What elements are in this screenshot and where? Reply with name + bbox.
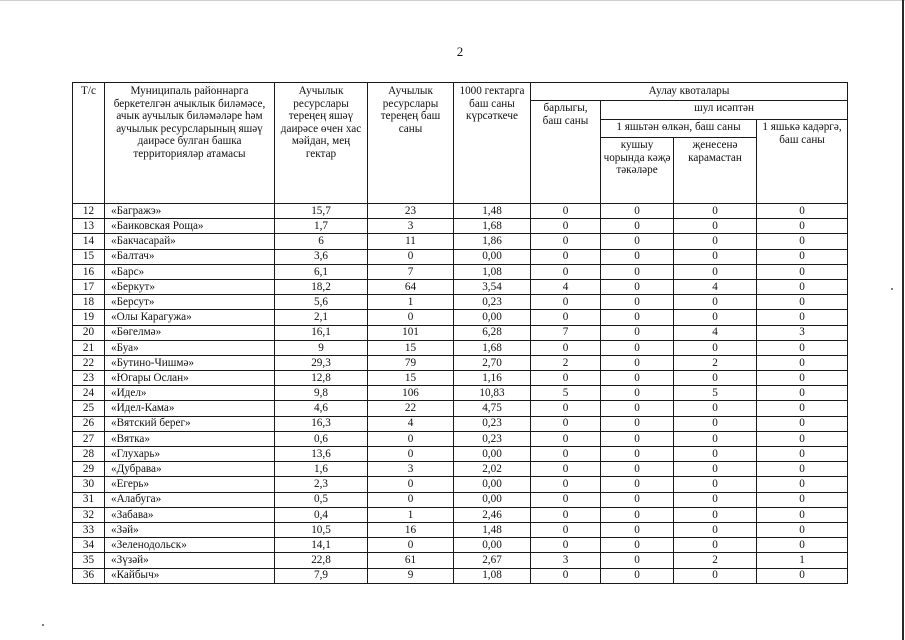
- row-area: 1,6: [275, 462, 368, 477]
- row-total: 0: [531, 204, 601, 219]
- page-right-edge: [902, 0, 904, 640]
- page-top-edge: [0, 0, 905, 1]
- table-row: [73, 492, 848, 507]
- table-row: [73, 219, 848, 234]
- quota-table: [72, 82, 848, 584]
- row-count: 3: [368, 462, 454, 477]
- row-young: 1: [757, 553, 848, 568]
- row-any-sex: 2: [674, 355, 757, 370]
- row-any-sex: 0: [674, 416, 757, 431]
- row-young: 0: [757, 492, 848, 507]
- row-count: 101: [368, 325, 454, 340]
- table-row: [73, 477, 848, 492]
- row-any-sex: 0: [674, 447, 757, 462]
- row-area: 10,5: [275, 522, 368, 537]
- row-name: «Зүзәй»: [105, 553, 275, 568]
- row-male-rut: 0: [601, 340, 674, 355]
- header-density: 1000 гектарга баш саны күрсәткече: [454, 83, 531, 204]
- row-young: 0: [757, 462, 848, 477]
- header-older-group: 1 яшьтән өлкән, баш саны: [601, 120, 757, 138]
- row-area: 6,1: [275, 264, 368, 279]
- row-count: 11: [368, 234, 454, 249]
- row-total: 0: [531, 538, 601, 553]
- table-row: [73, 416, 848, 431]
- row-name: «Беркут»: [105, 279, 275, 294]
- table-row: [73, 340, 848, 355]
- row-index: 19: [73, 310, 105, 325]
- row-any-sex: 0: [674, 249, 757, 264]
- row-any-sex: 0: [674, 538, 757, 553]
- row-count: 7: [368, 264, 454, 279]
- row-total: 0: [531, 219, 601, 234]
- row-count: 79: [368, 355, 454, 370]
- row-name: «Зәй»: [105, 522, 275, 537]
- row-area: 0,4: [275, 507, 368, 522]
- row-density: 0,00: [454, 538, 531, 553]
- row-young: 3: [757, 325, 848, 340]
- row-total: 0: [531, 447, 601, 462]
- row-index: 20: [73, 325, 105, 340]
- row-young: 0: [757, 310, 848, 325]
- row-density: 1,16: [454, 371, 531, 386]
- row-area: 4,6: [275, 401, 368, 416]
- table-row: [73, 355, 848, 370]
- row-male-rut: 0: [601, 462, 674, 477]
- row-area: 3,6: [275, 249, 368, 264]
- row-male-rut: 0: [601, 371, 674, 386]
- row-young: 0: [757, 447, 848, 462]
- row-name: «Баиковская Роща»: [105, 219, 275, 234]
- row-count: 0: [368, 477, 454, 492]
- table-row: [73, 431, 848, 446]
- row-count: 4: [368, 416, 454, 431]
- table-row: [73, 325, 848, 340]
- row-count: 9: [368, 568, 454, 583]
- row-male-rut: 0: [601, 234, 674, 249]
- row-name: «Буа»: [105, 340, 275, 355]
- row-name: «Бөгелмә»: [105, 325, 275, 340]
- table-header: [73, 83, 848, 204]
- row-index: 32: [73, 507, 105, 522]
- row-index: 36: [73, 568, 105, 583]
- row-name: «Берсут»: [105, 295, 275, 310]
- row-area: 9,8: [275, 386, 368, 401]
- row-area: 15,7: [275, 204, 368, 219]
- row-male-rut: 0: [601, 401, 674, 416]
- row-index: 27: [73, 431, 105, 446]
- row-index: 35: [73, 553, 105, 568]
- table-row: [73, 264, 848, 279]
- row-count: 0: [368, 431, 454, 446]
- row-male-rut: 0: [601, 325, 674, 340]
- row-young: 0: [757, 264, 848, 279]
- scan-speck: [42, 624, 44, 626]
- row-name: «Вятка»: [105, 431, 275, 446]
- row-area: 18,2: [275, 279, 368, 294]
- row-male-rut: 0: [601, 386, 674, 401]
- row-total: 0: [531, 371, 601, 386]
- row-density: 0,23: [454, 416, 531, 431]
- row-any-sex: 0: [674, 340, 757, 355]
- table-row: [73, 234, 848, 249]
- row-index: 14: [73, 234, 105, 249]
- header-total: барлыгы, баш саны: [531, 101, 601, 204]
- row-density: 2,46: [454, 507, 531, 522]
- row-total: 0: [531, 264, 601, 279]
- row-area: 14,1: [275, 538, 368, 553]
- row-count: 1: [368, 507, 454, 522]
- row-male-rut: 0: [601, 538, 674, 553]
- row-name: «Бакчасарай»: [105, 234, 275, 249]
- row-young: 0: [757, 279, 848, 294]
- row-area: 9: [275, 340, 368, 355]
- row-index: 13: [73, 219, 105, 234]
- row-density: 1,08: [454, 264, 531, 279]
- row-young: 0: [757, 371, 848, 386]
- row-any-sex: 0: [674, 219, 757, 234]
- row-total: 0: [531, 477, 601, 492]
- row-count: 0: [368, 538, 454, 553]
- table-row: [73, 507, 848, 522]
- row-area: 16,1: [275, 325, 368, 340]
- row-count: 23: [368, 204, 454, 219]
- row-name: «Олы Карагужа»: [105, 310, 275, 325]
- row-male-rut: 0: [601, 522, 674, 537]
- row-total: 0: [531, 431, 601, 446]
- row-any-sex: 4: [674, 325, 757, 340]
- row-index: 26: [73, 416, 105, 431]
- header-index: Т/с: [73, 83, 105, 204]
- row-total: 0: [531, 234, 601, 249]
- row-index: 18: [73, 295, 105, 310]
- row-name: «Дубрава»: [105, 462, 275, 477]
- row-count: 16: [368, 522, 454, 537]
- row-density: 3,54: [454, 279, 531, 294]
- table-row: [73, 204, 848, 219]
- row-male-rut: 0: [601, 219, 674, 234]
- row-young: 0: [757, 295, 848, 310]
- row-young: 0: [757, 477, 848, 492]
- row-count: 15: [368, 340, 454, 355]
- row-count: 0: [368, 447, 454, 462]
- row-total: 0: [531, 492, 601, 507]
- row-total: 0: [531, 522, 601, 537]
- row-total: 0: [531, 340, 601, 355]
- row-name: «Багражэ»: [105, 204, 275, 219]
- row-count: 0: [368, 310, 454, 325]
- row-count: 22: [368, 401, 454, 416]
- row-count: 15: [368, 371, 454, 386]
- table-body: [73, 204, 848, 584]
- row-male-rut: 0: [601, 249, 674, 264]
- row-index: 24: [73, 386, 105, 401]
- row-name: «Забава»: [105, 507, 275, 522]
- row-any-sex: 0: [674, 204, 757, 219]
- row-area: 12,8: [275, 371, 368, 386]
- row-name: «Идел-Кама»: [105, 401, 275, 416]
- row-index: 28: [73, 447, 105, 462]
- page-number: 2: [456, 44, 464, 59]
- row-index: 29: [73, 462, 105, 477]
- row-area: 2,3: [275, 477, 368, 492]
- row-young: 0: [757, 355, 848, 370]
- row-any-sex: 0: [674, 431, 757, 446]
- header-area: Аучылык ресурслары тереңең яшәү даирәсе өчен хас мәйдан, мең гектар: [275, 83, 368, 204]
- row-young: 0: [757, 249, 848, 264]
- row-count: 106: [368, 386, 454, 401]
- row-density: 2,02: [454, 462, 531, 477]
- row-index: 16: [73, 264, 105, 279]
- row-name: «Вятский берег»: [105, 416, 275, 431]
- row-young: 0: [757, 507, 848, 522]
- row-density: 1,08: [454, 568, 531, 583]
- row-area: 22,8: [275, 553, 368, 568]
- header-young: 1 яшькә кадәргә, баш саны: [757, 120, 848, 204]
- row-total: 0: [531, 462, 601, 477]
- row-index: 34: [73, 538, 105, 553]
- row-density: 0,23: [454, 295, 531, 310]
- header-name: Муниципаль районнарга беркетелгән ачыклык биләмәсе, ачык аучылык биләмәләре һәм аучылык ресурсларының яшәү даирәсе булган башка территорияләр атамасы: [105, 83, 275, 204]
- row-name: «Алабуга»: [105, 492, 275, 507]
- row-any-sex: 0: [674, 492, 757, 507]
- row-any-sex: 0: [674, 507, 757, 522]
- row-any-sex: 0: [674, 234, 757, 249]
- row-young: 0: [757, 431, 848, 446]
- row-area: 7,9: [275, 568, 368, 583]
- row-area: 0,5: [275, 492, 368, 507]
- row-density: 0,00: [454, 249, 531, 264]
- row-density: 1,86: [454, 234, 531, 249]
- row-male-rut: 0: [601, 279, 674, 294]
- row-density: 2,70: [454, 355, 531, 370]
- row-any-sex: 2: [674, 553, 757, 568]
- row-male-rut: 0: [601, 310, 674, 325]
- row-area: 13,6: [275, 447, 368, 462]
- row-young: 0: [757, 538, 848, 553]
- table-row: [73, 249, 848, 264]
- table-row: [73, 386, 848, 401]
- row-male-rut: 0: [601, 431, 674, 446]
- row-total: 5: [531, 386, 601, 401]
- row-young: 0: [757, 219, 848, 234]
- row-density: 10,83: [454, 386, 531, 401]
- row-area: 5,6: [275, 295, 368, 310]
- row-young: 0: [757, 386, 848, 401]
- row-index: 23: [73, 371, 105, 386]
- row-male-rut: 0: [601, 264, 674, 279]
- row-name: «Бутино-Чишмә»: [105, 355, 275, 370]
- row-index: 17: [73, 279, 105, 294]
- table-row: [73, 568, 848, 583]
- row-male-rut: 0: [601, 416, 674, 431]
- row-male-rut: 0: [601, 295, 674, 310]
- row-index: 22: [73, 355, 105, 370]
- row-male-rut: 0: [601, 355, 674, 370]
- header-male-rut: кушыу чорында кәҗә тәкәләре: [601, 138, 674, 204]
- row-name: «Балтач»: [105, 249, 275, 264]
- table-row: [73, 371, 848, 386]
- row-name: «Кайбыч»: [105, 568, 275, 583]
- row-any-sex: 0: [674, 522, 757, 537]
- row-density: 1,48: [454, 522, 531, 537]
- row-young: 0: [757, 401, 848, 416]
- table-row: [73, 538, 848, 553]
- row-young: 0: [757, 234, 848, 249]
- row-male-rut: 0: [601, 553, 674, 568]
- row-male-rut: 0: [601, 568, 674, 583]
- row-index: 25: [73, 401, 105, 416]
- row-area: 16,3: [275, 416, 368, 431]
- row-young: 0: [757, 204, 848, 219]
- row-index: 15: [73, 249, 105, 264]
- table-row: [73, 553, 848, 568]
- row-index: 21: [73, 340, 105, 355]
- row-area: 0,6: [275, 431, 368, 446]
- row-density: 0,00: [454, 492, 531, 507]
- header-count: Аучылык ресурслары тереңең баш саны: [368, 83, 454, 204]
- table-row: [73, 295, 848, 310]
- row-male-rut: 0: [601, 507, 674, 522]
- row-index: 12: [73, 204, 105, 219]
- row-density: 0,00: [454, 447, 531, 462]
- table-row: [73, 279, 848, 294]
- row-total: 4: [531, 279, 601, 294]
- row-male-rut: 0: [601, 447, 674, 462]
- row-area: 1,7: [275, 219, 368, 234]
- row-any-sex: 4: [674, 279, 757, 294]
- row-total: 2: [531, 355, 601, 370]
- row-name: «Югары Ослан»: [105, 371, 275, 386]
- table-row: [73, 310, 848, 325]
- row-any-sex: 0: [674, 477, 757, 492]
- row-any-sex: 0: [674, 371, 757, 386]
- row-density: 0,00: [454, 310, 531, 325]
- row-total: 0: [531, 249, 601, 264]
- row-any-sex: 0: [674, 401, 757, 416]
- row-count: 0: [368, 249, 454, 264]
- row-any-sex: 0: [674, 295, 757, 310]
- table-row: [73, 522, 848, 537]
- row-density: 6,28: [454, 325, 531, 340]
- row-young: 0: [757, 340, 848, 355]
- row-count: 1: [368, 295, 454, 310]
- row-density: 4,75: [454, 401, 531, 416]
- row-count: 0: [368, 492, 454, 507]
- row-name: «Зеленодольск»: [105, 538, 275, 553]
- header-any-sex: җенесенә карамастан: [674, 138, 757, 204]
- row-total: 3: [531, 553, 601, 568]
- row-density: 0,00: [454, 477, 531, 492]
- row-index: 31: [73, 492, 105, 507]
- row-male-rut: 0: [601, 477, 674, 492]
- row-total: 0: [531, 568, 601, 583]
- row-name: «Глухарь»: [105, 447, 275, 462]
- row-total: 0: [531, 310, 601, 325]
- table-row: [73, 462, 848, 477]
- row-name: «Барс»: [105, 264, 275, 279]
- row-young: 0: [757, 522, 848, 537]
- row-index: 33: [73, 522, 105, 537]
- header-quota-group: Аулау квоталары: [531, 83, 848, 101]
- row-any-sex: 0: [674, 264, 757, 279]
- row-any-sex: 0: [674, 568, 757, 583]
- row-density: 1,68: [454, 219, 531, 234]
- row-any-sex: 0: [674, 462, 757, 477]
- row-total: 0: [531, 295, 601, 310]
- row-young: 0: [757, 568, 848, 583]
- row-density: 1,68: [454, 340, 531, 355]
- table-row: [73, 401, 848, 416]
- row-name: «Егерь»: [105, 477, 275, 492]
- row-name: «Идел»: [105, 386, 275, 401]
- row-male-rut: 0: [601, 492, 674, 507]
- row-index: 30: [73, 477, 105, 492]
- row-density: 1,48: [454, 204, 531, 219]
- header-incl-group: шул исәптән: [601, 101, 848, 120]
- row-density: 0,23: [454, 431, 531, 446]
- row-total: 0: [531, 507, 601, 522]
- row-count: 3: [368, 219, 454, 234]
- row-count: 61: [368, 553, 454, 568]
- row-count: 64: [368, 279, 454, 294]
- scan-speck: [891, 288, 893, 290]
- row-male-rut: 0: [601, 204, 674, 219]
- row-any-sex: 5: [674, 386, 757, 401]
- row-area: 6: [275, 234, 368, 249]
- row-any-sex: 0: [674, 310, 757, 325]
- row-area: 29,3: [275, 355, 368, 370]
- row-total: 0: [531, 401, 601, 416]
- row-area: 2,1: [275, 310, 368, 325]
- table-row: [73, 447, 848, 462]
- row-total: 0: [531, 416, 601, 431]
- row-total: 7: [531, 325, 601, 340]
- row-density: 2,67: [454, 553, 531, 568]
- row-young: 0: [757, 416, 848, 431]
